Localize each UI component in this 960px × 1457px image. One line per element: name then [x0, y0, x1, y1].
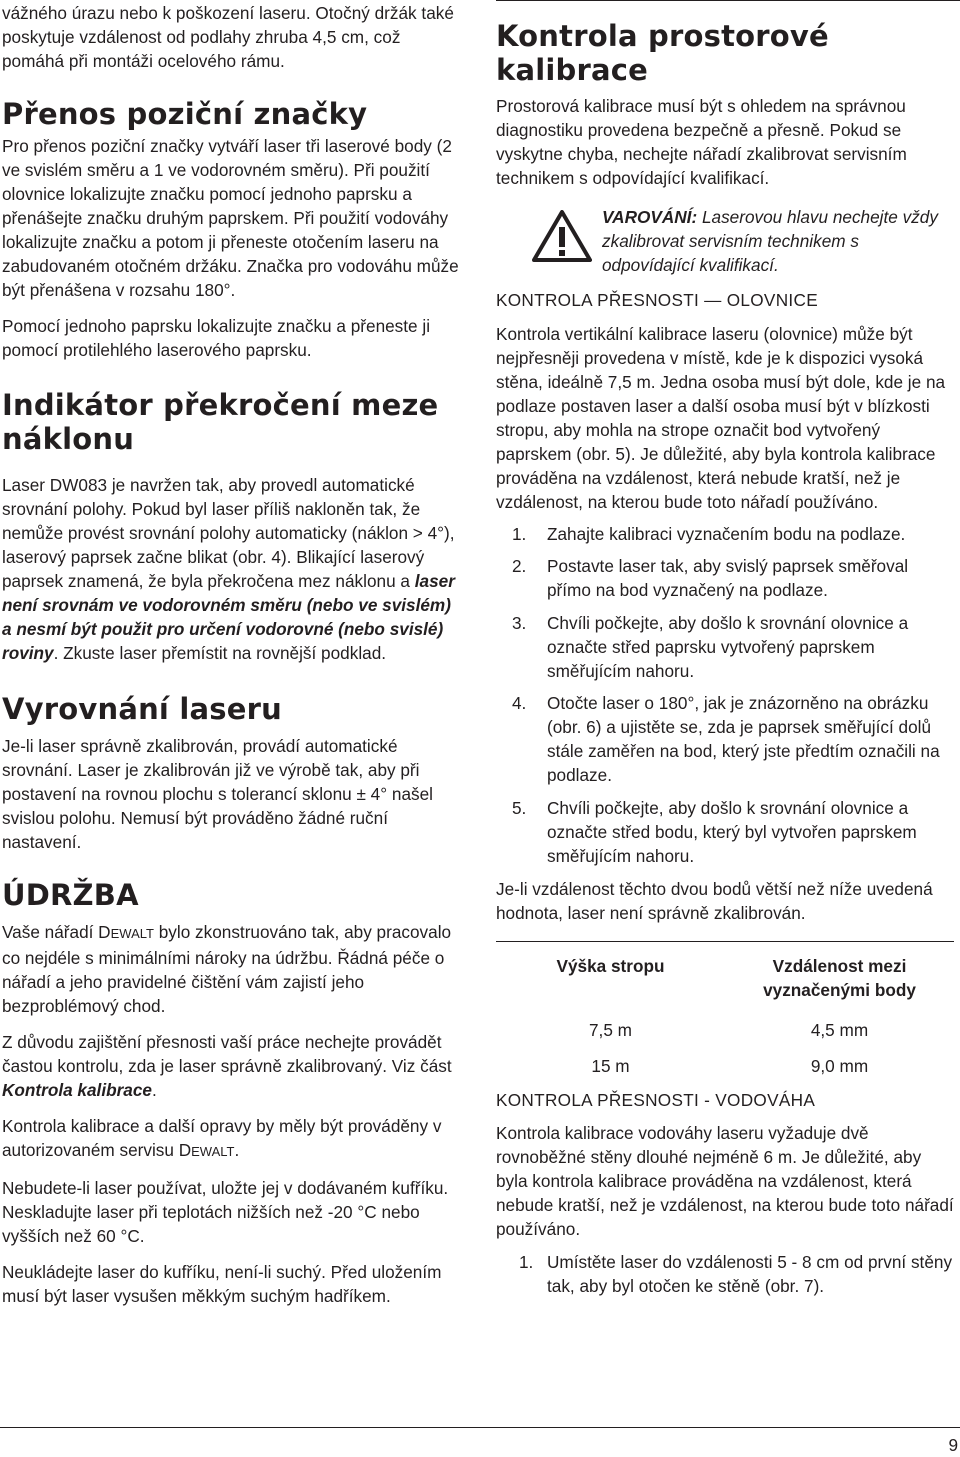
table-cell: 9,0 mm — [810, 1056, 869, 1076]
calibration-paragraph: Prostorová kalibrace musí být s ohledem na správnou diagnostiku provedena bezpečně a přesně. Pokud se vyskytne chyba, nechejte nářadí zkalibrovat servisním technikem s odpovídající kvalifikací. — [496, 96, 907, 188]
right-column — [496, 0, 954, 1298]
level-check-paragraph: Kontrola kalibrace vodováhy laseru vyžaduje dvě rovnoběžné stěny dlouhé nejméně 6 m. Je důležité, aby byla kontrola kalibrace prováděna na vzdálenost, která nebude kratší, než je vzdálenost, na kterou bude toto nářadí používáno. — [496, 1123, 954, 1239]
maint-p2-c: . — [151, 1080, 157, 1100]
maintenance-paragraph-1 — [2, 920, 460, 1018]
step-number: 1. — [512, 524, 527, 544]
step-number: 5. — [512, 798, 527, 818]
plumb-paragraph: Kontrola vertikální kalibrace laseru (olovnice) může být nejpřesněji provedena v místě, kde je k dispozici vysoká stěna, ideálně 7,5 m. Jedna osoba musí být dole, kde je na podlaze postaven laser a další osoba musí být v blízkosti stropu, aby mohla na strope označit bod vytvořený paprskem (obr. 5). Je důležité, aby byla kontrola kalibrace prováděna na vzdálenost, která nebude kratší, než je vzdálenost, na kterou bude toto nářadí používáno. — [496, 324, 946, 512]
step-text: Zahajte kalibraci vyznačením bodu na podlaze. — [547, 524, 906, 544]
calibration-heading: Kontrola prostorové kalibrace — [496, 19, 829, 87]
step-text: Postavte laser tak, aby svislý paprsek směřoval přímo na bod vyznačený na podlaze. — [547, 556, 909, 600]
page-number: 9 — [948, 1435, 958, 1455]
maintenance-paragraph-3 — [2, 1114, 460, 1164]
table-cell: 7,5 m — [589, 1020, 632, 1040]
plumb-heading: KONTROLA PŘESNOSTI — OLOVNICE — [496, 290, 818, 310]
maint-p1-c: bylo zkonstruováno tak, aby pracovalo co nejdéle s minimálními nároky na údržbu. Řádná péče o nářadí a jeho pravidelné čištění vám zajistí jeho bezproblémový chod. — [2, 922, 452, 1016]
warning-text — [602, 205, 954, 277]
list-item — [496, 522, 954, 546]
brand-smallcaps: EWALT — [191, 1144, 235, 1159]
step-number: 3. — [512, 613, 527, 633]
warning-triangle-icon — [532, 210, 592, 262]
maint-p3-c: . — [234, 1140, 240, 1160]
footer-rule — [0, 1427, 960, 1428]
table-row — [496, 1012, 954, 1048]
step-text: Chvíli počkejte, aby došlo k srovnání olovnice a označte střed paprsku vytvořený paprskem směřujícím nahoru. — [547, 613, 909, 681]
list-item — [496, 691, 954, 787]
tilt-text-emphasis: laser není srovnám ve vodorovném směru (nebo ve svislém) a nesmí být použit pro určení vodorovné (nebo svislé) roviny — [2, 571, 455, 663]
step-text: Umístěte laser do vzdálenosti 5 - 8 cm od první stěny tak, aby byl otočen ke stěně (obr. 7). — [547, 1252, 953, 1296]
column-header-distance: Vzdálenost mezi vyznačenými body — [763, 956, 916, 1000]
warning-label: VAROVÁNÍ: — [602, 207, 698, 227]
tilt-paragraph — [2, 473, 460, 665]
maintenance-paragraph-4: Nebudete-li laser používat, uložte jej v dodávaném kufříku. Neskladujte laser při teplotách nižších než -20 °C nebo vyšších než 60 °C. — [2, 1178, 449, 1246]
plumb-steps — [496, 522, 954, 868]
step-text: Chvíli počkejte, aby došlo k srovnání olovnice a označte střed bodu, který byl vytvořen paprskem směřujícím nahoru. — [547, 798, 917, 866]
table-header-row — [496, 942, 954, 1013]
maint-p3-a: Kontrola kalibrace a další opravy by měly být prováděny v autorizovaném servisu D — [2, 1116, 442, 1160]
table-row — [496, 1048, 954, 1084]
leveling-heading: Vyrovnání laseru — [2, 692, 282, 726]
level-steps — [496, 1250, 954, 1298]
tilt-text-a: Laser DW083 je navržen tak, aby provedl automatické srovnání polohy. Pokud byl laser příliš nakloněn tak, že nemůže provést srovnání polohy automaticky (náklon > 4°), laserový paprsek začne blikat (obr. 4). Blikající laserový paprsek znamená, že byla překročena mez náklonu a — [2, 475, 455, 591]
calibration-reference: Kontrola kalibrace — [2, 1080, 152, 1100]
list-item — [496, 796, 954, 868]
level-check-heading: KONTROLA PŘESNOSTI - VODOVÁHA — [496, 1090, 816, 1110]
warning-body: Laserovou hlavu nechejte vždy zkalibrovat servisním technikem s odpovídající kvalifikací. — [602, 207, 938, 275]
left-column — [2, 0, 460, 1308]
maintenance-paragraph-5: Neukládejte laser do kufříku, není-li suchý. Před uložením musí být laser vysušen měkkým suchým hadříkem. — [2, 1262, 442, 1306]
list-item — [496, 1250, 954, 1298]
brand-smallcaps: EWALT — [110, 926, 154, 941]
leveling-paragraph: Je-li laser správně zkalibrován, provádí automatické srovnání. Laser je zkalibrován již ve výrobě tak, aby při postavení na rovnou plochu s tolerancí sklonu ± 4° našel svislou polohu. Nemusí být prováděno žádné ruční nastavení. — [2, 736, 433, 852]
step-number: 1. — [519, 1252, 534, 1272]
tilt-heading: Indikátor překročení meze náklonu — [2, 388, 439, 456]
tolerance-table — [496, 941, 954, 1084]
list-item — [496, 554, 954, 602]
transfer-paragraph-2: Pomocí jednoho paprsku lokalizujte značku a přeneste ji pomocí protilehlého laserového paprsku. — [2, 316, 431, 360]
intro-paragraph: vážného úrazu nebo k poškození laseru. Otočný držák také poskytuje vzdálenost od podlahy zhruba 4,5 cm, což pomáhá při montáži ocelového rámu. — [2, 3, 454, 71]
table-cell: 4,5 mm — [810, 1020, 869, 1040]
plumb-after-paragraph: Je-li vzdálenost těchto dvou bodů větší než níže uvedená hodnota, laser není správně zkalibrován. — [496, 879, 933, 923]
maintenance-heading: ÚDRŽBA — [2, 878, 139, 912]
maint-p1-a: Vaše nářadí D — [2, 922, 111, 942]
table-cell: 15 m — [591, 1056, 630, 1076]
maintenance-paragraph-2 — [2, 1030, 460, 1102]
transfer-heading: Přenos poziční značky — [2, 97, 368, 131]
list-item — [496, 611, 954, 683]
maint-p2-a: Z důvodu zajištění přesnosti vaší práce nechejte provádět častou kontrolu, zda je laser správně zkalibrovaný. Viz část — [2, 1032, 452, 1076]
tilt-text-c: . Zkuste laser přemístit na rovnější podklad. — [53, 643, 387, 663]
column-header-ceiling: Výška stropu — [556, 956, 665, 976]
step-number: 2. — [512, 556, 527, 576]
transfer-paragraph-1: Pro přenos poziční značky vytváří laser tři laserové body (2 ve svislém směru a 1 ve vodorovném směru). Při použití olovnice lokalizujte značku pomocí jednoho paprsku a přenášejte značku druhým paprskem. Při použití vodováhy lokalizujte značku a potom ji přeneste otočením laseru na zabudovaném otočném držáku. Značka pro vodováhu může být přenášena v rozsahu 180°. — [2, 136, 459, 300]
step-text: Otočte laser o 180°, jak je znázorněno na obrázku (obr. 6) a ujistěte se, zda je paprsek směřující dolů stále zaměřen na bod, který jste předtím označili na podlaze. — [547, 693, 940, 785]
warning-block — [496, 205, 954, 277]
step-number: 4. — [512, 693, 527, 713]
